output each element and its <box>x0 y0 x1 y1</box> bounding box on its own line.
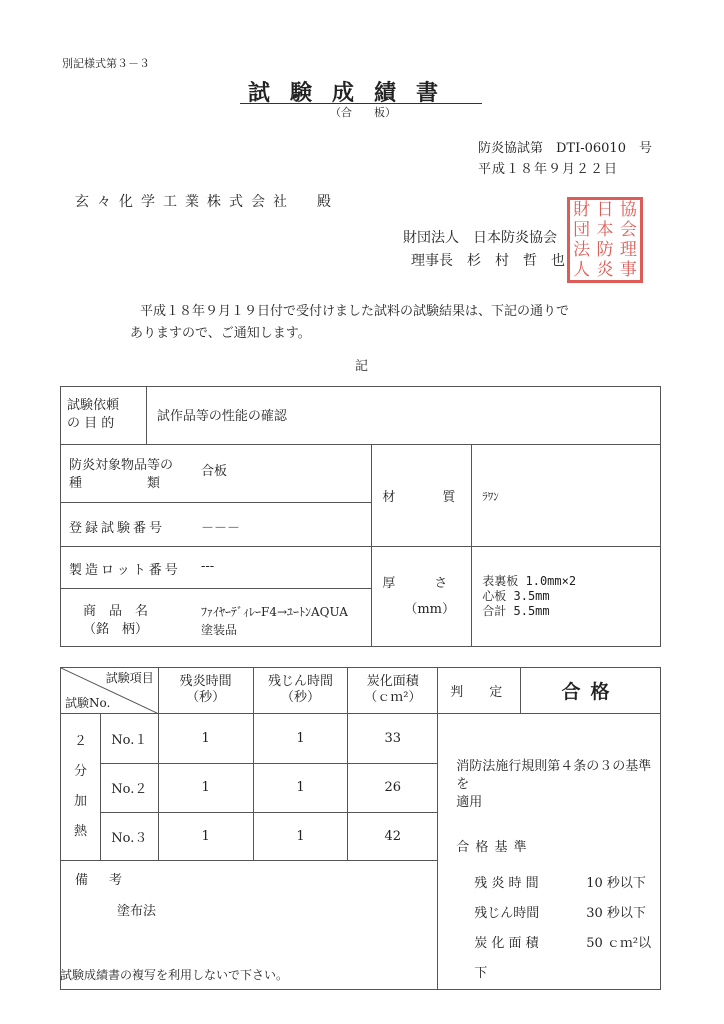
criteria-row: 炭 化 面 積 50 ｃｍ²以下 <box>474 936 652 981</box>
document-title: 試験成績書 <box>248 80 459 106</box>
seal-char: 会 <box>619 219 637 240</box>
criteria-list <box>474 869 660 989</box>
col-afterflame: 残炎時間 （秒） <box>158 668 253 714</box>
purpose-value: 試作品等の性能の確認 <box>146 387 660 445</box>
thickness-value: 表裏板 1.0mm×2 心板 3.5mm 合計 5.5mm <box>472 547 661 647</box>
col-char-area: 炭化面積 （ｃｍ²） <box>348 668 438 714</box>
target-item-row <box>61 445 372 503</box>
judge-value: 合格 <box>521 668 661 714</box>
material-value: ﾗﾜﾝ <box>472 445 661 547</box>
ki-marker: 記 <box>355 359 369 374</box>
afterflame-value: 1 <box>158 714 253 764</box>
lot-row <box>61 547 372 589</box>
registration-row <box>61 503 372 547</box>
row-no: No.１ <box>100 714 158 764</box>
seal-char: 財 <box>573 199 591 220</box>
test-no-label: 試験No. <box>65 696 111 710</box>
recipient: 玄々化学工業株式会社 殿 <box>75 194 339 210</box>
issuer-organization: 財団法人 日本防炎協会 <box>403 230 557 246</box>
char-area-value: 42 <box>348 812 438 860</box>
afterflame-value: 1 <box>158 764 253 812</box>
seal-char: 団 <box>573 219 591 240</box>
product-value: ﾌｧｲﾔｰﾃﾞｨﾚｰF4→ﾕｰﾄﾝAQUA 塗装品 <box>201 605 348 637</box>
footer-note: 試験成績書の複写を利用しないで下さい。 <box>60 968 289 982</box>
sample-info-table <box>60 386 661 647</box>
registration-value: －－－ <box>201 521 241 536</box>
test-results-table <box>60 667 661 990</box>
lot-label: 製造ロット番号 <box>69 563 181 578</box>
remarks-label: 備 考 <box>75 872 127 888</box>
char-area-value: 26 <box>348 764 438 812</box>
thickness-label: 厚 さ （mm） <box>372 547 472 647</box>
form-id: 別記様式第３－３ <box>62 57 150 70</box>
product-row <box>61 589 372 647</box>
char-area-value: 33 <box>348 714 438 764</box>
seal-char: 防 <box>596 239 614 260</box>
registration-label: 登録試験番号 <box>69 521 166 536</box>
seal-char: 炎 <box>596 259 614 280</box>
seal-char: 日 <box>596 199 614 220</box>
product-label: 商 品 名 （銘 柄） <box>83 604 149 637</box>
header-diagonal-cell <box>61 668 159 714</box>
document-subtitle: （合 板） <box>330 106 396 119</box>
row-no: No.３ <box>100 812 158 860</box>
standard-note: 消防法施行規則第４条の３の基準を 適用 <box>456 759 652 810</box>
intro-line-2: ありますので、ご通知します。 <box>130 326 311 341</box>
official-seal <box>567 197 643 283</box>
afterflame-value: 1 <box>158 812 253 860</box>
material-label: 材 質 <box>372 445 472 547</box>
target-label: 防炎対象物品等の 種 類 <box>69 458 174 491</box>
criteria-row: 残じん時間 30 秒以下 <box>474 906 646 921</box>
criteria-cell <box>438 714 661 990</box>
reference-number: 防炎協試第 DTI-06010 号 <box>478 141 652 156</box>
criteria-row: 残 炎 時 間 10 秒以下 <box>474 876 646 891</box>
lot-value: --- <box>201 559 215 574</box>
purpose-label: 試験依頼 の 目 的 <box>61 387 147 445</box>
col-afterglow: 残じん時間 （秒） <box>253 668 348 714</box>
issuer-name: 理事長 杉 村 哲 也 <box>411 253 565 269</box>
row-no: No.２ <box>100 764 158 812</box>
intro-line-1: 平成１８年９月１９日付で受付けました試料の試験結果は、下記の通りで <box>140 304 570 319</box>
test-item-label: 試験項目 <box>105 671 154 685</box>
target-value: 合板 <box>201 464 228 479</box>
judge-label: 判 定 <box>438 668 521 714</box>
afterglow-value: 1 <box>253 714 348 764</box>
seal-char: 協 <box>619 199 637 220</box>
issue-date: 平成１８年９月２２日 <box>478 162 619 177</box>
seal-char: 人 <box>573 259 591 280</box>
seal-char: 法 <box>573 239 591 260</box>
remarks-value: 塗布法 <box>117 903 157 919</box>
heating-method: ２ 分 加 熱 <box>61 714 101 861</box>
seal-char: 本 <box>596 219 614 240</box>
seal-char: 事 <box>619 259 637 280</box>
criteria-title: 合 格 基 準 <box>456 840 528 855</box>
afterglow-value: 1 <box>253 812 348 860</box>
seal-char: 理 <box>619 239 637 260</box>
afterglow-value: 1 <box>253 764 348 812</box>
